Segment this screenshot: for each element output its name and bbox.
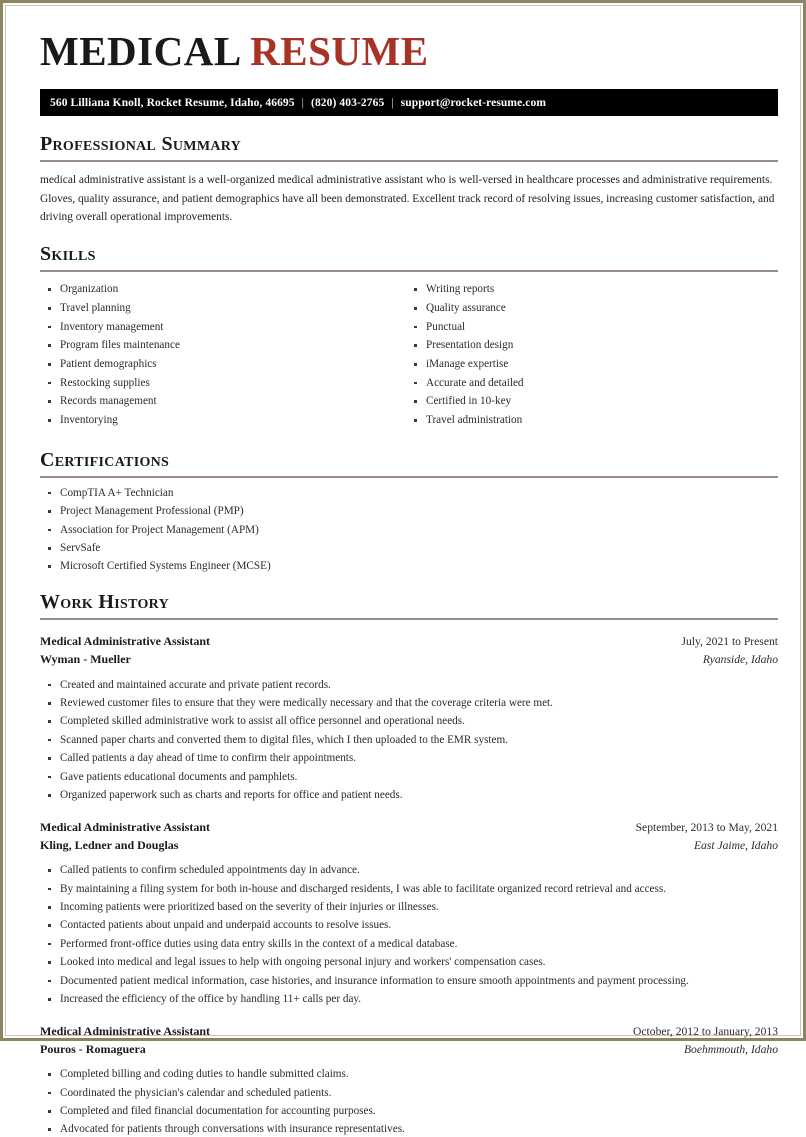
list-item: Completed billing and coding duties to handle submitted claims. [40, 1067, 766, 1082]
list-item: Presentation design [403, 338, 766, 353]
job-title: Medical Administrative Assistant [40, 1023, 210, 1038]
list-item: Coordinated the physician's calendar and scheduled patients. [40, 1086, 766, 1101]
job-company-row [40, 1041, 778, 1059]
section-rule-certifications [40, 476, 778, 478]
resume-title-accent: RESUME [250, 28, 429, 74]
list-item: Program files maintenance [40, 338, 403, 353]
list-item: Association for Project Management (APM) [40, 523, 766, 538]
section-certifications [40, 449, 766, 574]
job-location: Ryanside, Idaho [702, 652, 778, 666]
job-title-row [40, 633, 778, 651]
job-bullets [40, 1067, 766, 1137]
job-dates: July, 2021 to Present [681, 635, 778, 649]
section-heading-skills: Skills [40, 243, 96, 266]
skills-list-1 [40, 282, 403, 427]
list-item: Called patients to confirm scheduled appointments day in advance. [40, 863, 766, 878]
job-dates: September, 2013 to May, 2021 [635, 820, 778, 834]
professional-summary-text: medical administrative assistant is a well-organized medical administrative assistant who is well-versed in healthcare processes and administrative requirements. Gloves, quality assurance, and patient demographics have all been demonstrated. Excellent track record of resolving issues, increasing customer satisfaction, and driving overall operational improvements. [40, 174, 775, 223]
contact-separator-2: | [391, 96, 394, 109]
list-item: Microsoft Certified Systems Engineer (MCSE) [40, 559, 766, 574]
list-item: Performed front-office duties using data entry skills in the context of a medical database. [40, 937, 766, 952]
job-company-row [40, 837, 778, 855]
skills-column-2 [403, 274, 766, 431]
contact-bar [40, 89, 778, 116]
list-item: Gave patients educational documents and pamphlets. [40, 770, 766, 785]
list-item: Completed skilled administrative work to assist all office personnel and operational needs. [40, 714, 766, 729]
skills-columns [40, 274, 766, 431]
list-item: ServSafe [40, 541, 766, 556]
list-item: Travel administration [403, 413, 766, 428]
job-location: Boehmmouth, Idaho [683, 1042, 778, 1056]
skills-column-1 [40, 274, 403, 431]
list-item: Restocking supplies [40, 376, 403, 391]
contact-phone: (820) 403-2765 [311, 96, 385, 109]
list-item: Increased the efficiency of the office by handling 11+ calls per day. [40, 992, 766, 1007]
list-item: Created and maintained accurate and private patient records. [40, 678, 766, 693]
list-item: Called patients a day ahead of time to confirm their appointments. [40, 751, 766, 766]
list-item: Organization [40, 282, 403, 297]
contact-address: 560 Lilliana Knoll, Rocket Resume, Idaho, 46695 [50, 96, 295, 109]
list-item: Accurate and detailed [403, 376, 766, 391]
contact-separator-1: | [301, 96, 305, 109]
list-item: Certified in 10-key [403, 394, 766, 409]
resume-page [5, 5, 801, 1136]
section-rule-professional-summary [40, 160, 778, 162]
list-item: Inventory management [40, 320, 403, 335]
list-item: Quality assurance [403, 301, 766, 316]
list-item: Inventorying [40, 413, 403, 428]
job-title-row [40, 819, 778, 837]
contact-email: support@rocket-resume.com [400, 96, 547, 109]
list-item: Completed and filed financial documentation for accounting purposes. [40, 1104, 766, 1119]
list-item: iManage expertise [403, 357, 766, 372]
job-title-row [40, 1023, 778, 1041]
job-company: Pouros - Romaguera [40, 1041, 146, 1056]
list-item: Punctual [403, 320, 766, 335]
section-rule-work-history [40, 618, 778, 620]
resume-title [40, 30, 766, 73]
skills-list-2 [403, 282, 766, 427]
list-item: Advocated for patients through conversations with insurance representatives. [40, 1122, 766, 1137]
list-item: Project Management Professional (PMP) [40, 504, 766, 519]
job-company-row [40, 651, 778, 669]
job-bullets [40, 863, 766, 1006]
list-item: Documented patient medical information, case histories, and insurance information to ensure smooth appointments and payment processing. [40, 974, 766, 989]
job-company: Wyman - Mueller [40, 651, 131, 666]
job-dates: October, 2012 to January, 2013 [633, 1024, 778, 1038]
list-item: Travel planning [40, 301, 403, 316]
section-heading-certifications: Certifications [40, 448, 170, 471]
list-item: Incoming patients were prioritized based on the severity of their injuries or illnesses. [40, 900, 766, 915]
section-heading-work-history: Work History [40, 591, 169, 614]
job-bullets [40, 678, 766, 803]
list-item: CompTIA A+ Technician [40, 486, 766, 501]
work-history-entry-2 [40, 819, 778, 1007]
section-heading-professional-summary: Professional Summary [40, 133, 242, 156]
job-title: Medical Administrative Assistant [40, 819, 210, 834]
job-location: East Jaime, Idaho [693, 838, 778, 852]
list-item: Writing reports [403, 282, 766, 297]
section-professional-summary [40, 133, 775, 226]
job-company: Kling, Ledner and Douglas [40, 837, 179, 852]
section-work-history [40, 591, 778, 1137]
list-item: Patient demographics [40, 357, 403, 372]
list-item: Contacted patients about unpaid and underpaid accounts to resolve issues. [40, 918, 766, 933]
list-item: Organized paperwork such as charts and reports for office and patient needs. [40, 788, 766, 803]
list-item: Records management [40, 394, 403, 409]
list-item: Looked into medical and legal issues to help with ongoing personal injury and workers' compensation cases. [40, 955, 766, 970]
work-history-entry-1 [40, 633, 778, 803]
resume-title-primary: MEDICAL [40, 28, 240, 74]
section-skills [40, 243, 766, 431]
certifications-list [40, 486, 766, 574]
work-history-entry-3 [40, 1023, 778, 1137]
job-title: Medical Administrative Assistant [40, 634, 210, 649]
list-item: By maintaining a filing system for both in-house and discharged residents, I was able to facilitate organized record retrieval and access. [40, 882, 766, 897]
list-item: Reviewed customer files to ensure that they were medically necessary and that the coverage criteria were met. [40, 696, 766, 711]
list-item: Scanned paper charts and converted them to digital files, which I then uploaded to the EMR system. [40, 733, 766, 748]
section-rule-skills [40, 270, 778, 272]
